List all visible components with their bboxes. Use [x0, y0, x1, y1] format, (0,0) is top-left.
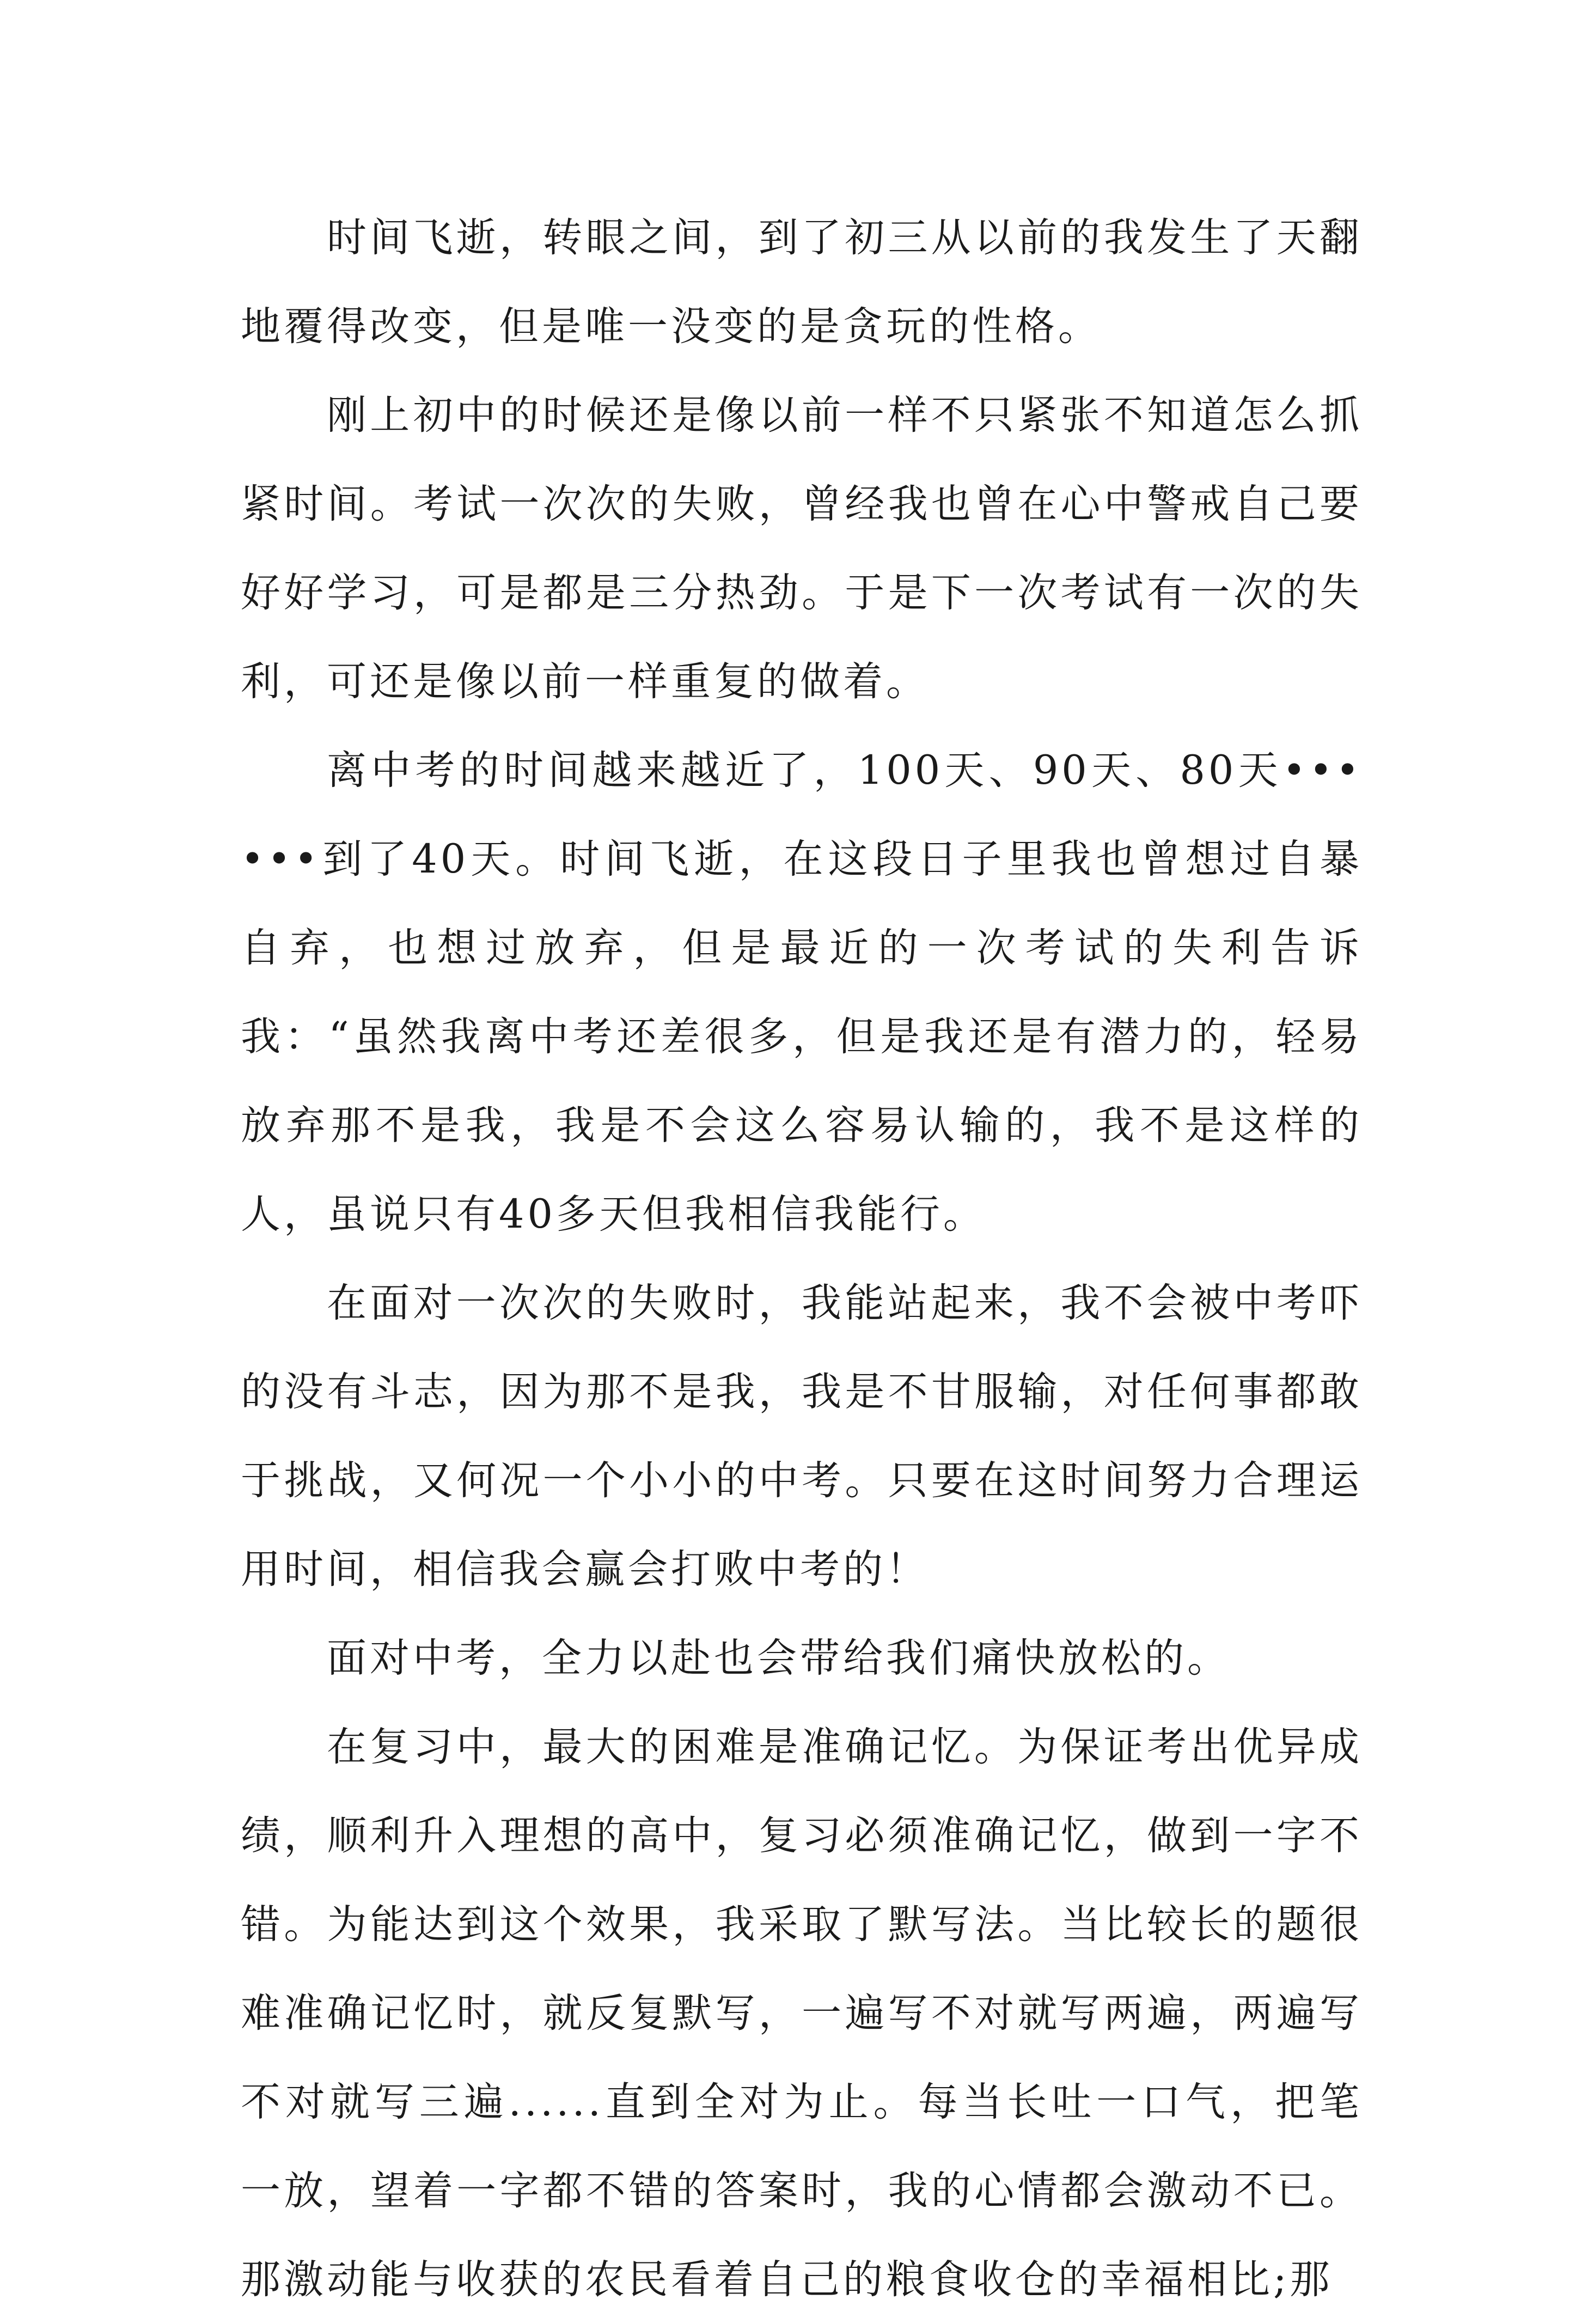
- paragraph-2: 刚上初中的时候还是像以前一样不只紧张不知道怎么抓紧时间。考试一次次的失败，曾经我也曾在心中警戒自己要好好学习，可是都是三分热劲。于是下一次考试有一次的失利，可还是像以前一样重复的做着。: [241, 392, 1363, 705]
- paragraph-5: 面对中考，全力以赴也会带给我们痛快放松的。: [327, 1635, 1230, 1681]
- paragraph-4: 在面对一次次的失败时，我能站起来，我不会被中考吓的没有斗志，因为那不是我，我是不甘服输，对任何事都敢于挑战，又何况一个小小的中考。只要在这时间努力合理运用时间，相信我会赢会打败中考的！: [241, 1280, 1363, 1593]
- document-body: [241, 193, 1363, 2324]
- paragraph-3: 离中考的时间越来越近了，100天、90天、80天••••••到了40天。时间飞逝，在这段日子里我也曾想过自暴自弃，也想过放弃，但是最近的一次考试的失利告诉我：“虽然我离中考还差很多，但是我还是有潜力的，轻易放弃那不是我，我是不会这么容易认输的，我不是这样的人，虽说只有40多天但我相信我能行。: [241, 747, 1363, 1237]
- paragraph-6: 在复习中，最大的困难是准确记忆。为保证考出优异成绩，顺利升入理想的高中，复习必须准确记忆，做到一字不错。为能达到这个效果，我采取了默写法。当比较长的题很难准确记忆时，就反复默写，一遍写不对就写两遍，两遍写不对就写三遍......直到全对为止。每当长吐一口气，把笔一放，望着一字都不错的答案时，我的心情都会激动不已。那激动能与收获的农民看着自己的粮食收仓的幸福相比;那: [241, 1724, 1363, 2303]
- paragraph-1: 时间飞逝，转眼之间，到了初三从以前的我发生了天翻地覆得改变，但是唯一没变的是贪玩的性格。: [241, 215, 1363, 350]
